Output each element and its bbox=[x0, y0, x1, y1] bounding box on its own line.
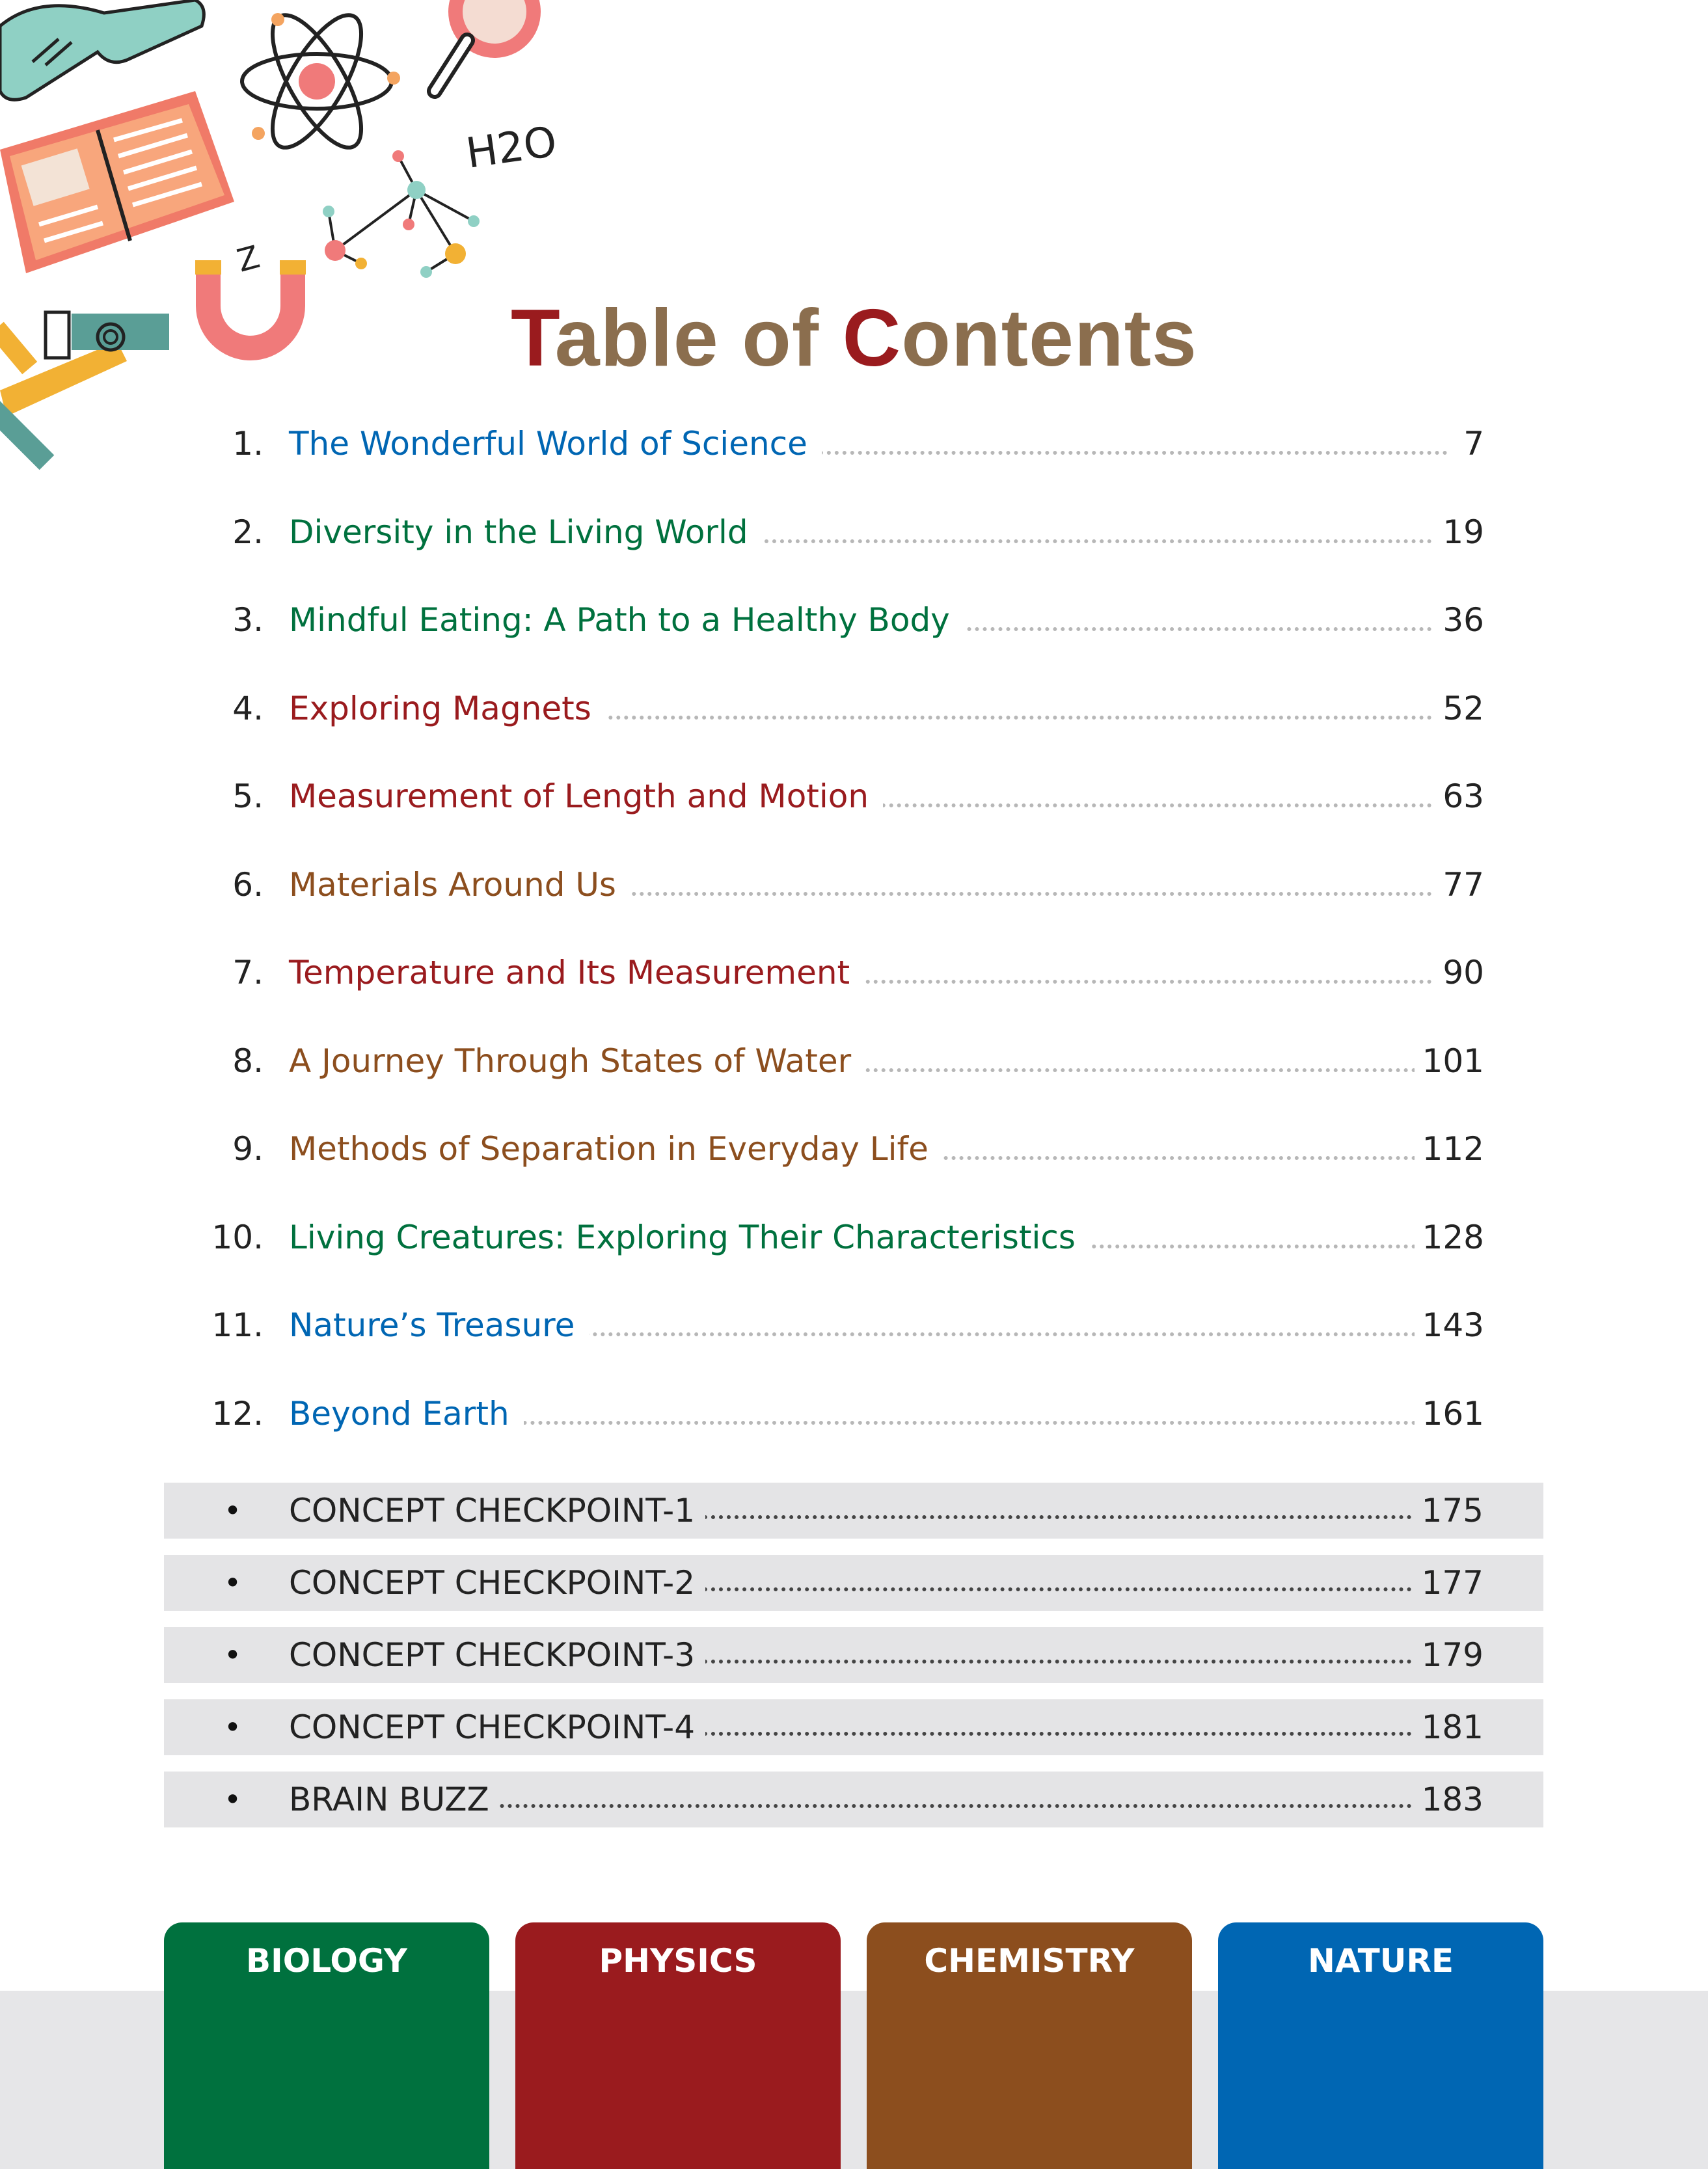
chapter-number: 5. bbox=[232, 777, 264, 815]
page-number: 19 bbox=[1435, 503, 1484, 561]
page-number: 161 bbox=[1415, 1384, 1484, 1443]
checkpoint-title[interactable]: CONCEPT CHECKPOINT-1 bbox=[289, 1492, 705, 1529]
chapter-number: 11. bbox=[211, 1306, 264, 1344]
page-number: 179 bbox=[1414, 1636, 1484, 1674]
chapter-number: 2. bbox=[232, 513, 264, 551]
page-number: 7 bbox=[1456, 414, 1484, 473]
checkpoint-title[interactable]: BRAIN BUZZ bbox=[289, 1781, 500, 1818]
chapter-number: 7. bbox=[232, 954, 264, 991]
toc-row[interactable] bbox=[0, 1032, 1708, 1090]
page-number: 101 bbox=[1415, 1032, 1484, 1090]
legend-tab-biology: BIOLOGY bbox=[164, 1922, 489, 2169]
chapter-title[interactable]: Measurement of Length and Motion bbox=[289, 767, 883, 826]
page-number: 90 bbox=[1435, 943, 1484, 1002]
chapter-number: 1. bbox=[232, 425, 264, 463]
bullet-icon: • bbox=[224, 1637, 242, 1673]
page-number: 181 bbox=[1414, 1708, 1484, 1746]
formula-text: H2O bbox=[463, 118, 560, 178]
legend-tab-nature: NATURE bbox=[1218, 1922, 1543, 2169]
toc-row[interactable] bbox=[0, 679, 1708, 738]
chapter-title[interactable]: Beyond Earth bbox=[289, 1384, 524, 1443]
atom-icon bbox=[242, 3, 400, 159]
bullet-icon: • bbox=[224, 1782, 242, 1817]
checkpoint-title[interactable]: CONCEPT CHECKPOINT-3 bbox=[289, 1636, 705, 1674]
checkpoint-title[interactable]: CONCEPT CHECKPOINT-4 bbox=[289, 1708, 705, 1746]
toc-row[interactable] bbox=[0, 1208, 1708, 1267]
checkpoint-title[interactable]: CONCEPT CHECKPOINT-2 bbox=[289, 1564, 705, 1602]
chapter-number: 12. bbox=[211, 1394, 264, 1433]
toc-row[interactable] bbox=[0, 414, 1708, 473]
page-number: 143 bbox=[1415, 1296, 1484, 1354]
toc-row[interactable] bbox=[0, 591, 1708, 649]
checkpoint-row[interactable] bbox=[164, 1699, 1543, 1755]
chapter-title[interactable]: Living Creatures: Exploring Their Characteristics bbox=[289, 1208, 1090, 1267]
chapter-title[interactable]: A Journey Through States of Water bbox=[289, 1032, 865, 1090]
page-number: 63 bbox=[1435, 767, 1484, 826]
book-icon bbox=[0, 91, 234, 273]
legend-tab-chemistry: CHEMISTRY bbox=[867, 1922, 1192, 2169]
toc-row[interactable] bbox=[0, 1384, 1708, 1443]
toc-row[interactable] bbox=[0, 503, 1708, 561]
chapter-title[interactable]: Mindful Eating: A Path to a Healthy Body bbox=[289, 591, 964, 649]
page-number: 77 bbox=[1435, 855, 1484, 914]
chapter-title[interactable]: Methods of Separation in Everyday Life bbox=[289, 1120, 943, 1178]
chapter-number: 3. bbox=[232, 601, 264, 639]
chapter-number: 4. bbox=[232, 689, 264, 727]
title-text-able-of: able of bbox=[554, 293, 843, 383]
toc-row[interactable] bbox=[0, 855, 1708, 914]
chapter-number: 9. bbox=[232, 1130, 264, 1168]
checkpoint-row[interactable] bbox=[164, 1555, 1543, 1611]
bullet-icon: • bbox=[224, 1710, 242, 1745]
z-letter: Z bbox=[233, 238, 264, 280]
checkpoint-row[interactable] bbox=[164, 1772, 1543, 1827]
page-number: 52 bbox=[1435, 679, 1484, 738]
chapter-number: 6. bbox=[232, 865, 264, 904]
page-number: 128 bbox=[1415, 1208, 1484, 1267]
chapter-title[interactable]: Temperature and Its Measurement bbox=[289, 943, 864, 1002]
checkpoint-row[interactable] bbox=[164, 1627, 1543, 1683]
toc-row[interactable] bbox=[0, 1296, 1708, 1354]
checkpoint-row[interactable] bbox=[164, 1483, 1543, 1539]
toc-row[interactable] bbox=[0, 1120, 1708, 1178]
bullet-icon: • bbox=[224, 1565, 242, 1600]
chapter-title[interactable]: Exploring Magnets bbox=[289, 679, 606, 738]
toc-row[interactable] bbox=[0, 767, 1708, 826]
page-number: 175 bbox=[1414, 1492, 1484, 1529]
chapter-number: 8. bbox=[232, 1042, 264, 1080]
chapter-title[interactable]: Materials Around Us bbox=[289, 855, 630, 914]
molecule-icon bbox=[323, 150, 480, 278]
page-number: 177 bbox=[1414, 1564, 1484, 1602]
page-number: 112 bbox=[1415, 1120, 1484, 1178]
goggles-icon bbox=[0, 0, 204, 100]
page-title bbox=[0, 293, 1708, 384]
chapter-title[interactable]: The Wonderful World of Science bbox=[289, 414, 822, 473]
chapter-title[interactable]: Diversity in the Living World bbox=[289, 503, 763, 561]
chapter-title[interactable]: Nature’s Treasure bbox=[289, 1296, 589, 1354]
title-initial-c: C bbox=[842, 293, 902, 383]
bullet-icon: • bbox=[224, 1493, 242, 1528]
title-text-ontents: ontents bbox=[901, 293, 1197, 383]
legend-tab-physics: PHYSICS bbox=[515, 1922, 841, 2169]
title-initial-t: T bbox=[511, 293, 555, 383]
page-number: 183 bbox=[1414, 1781, 1484, 1818]
magnifier-icon bbox=[435, 0, 534, 91]
chapter-number: 10. bbox=[211, 1218, 264, 1256]
toc-row[interactable] bbox=[0, 943, 1708, 1002]
page-number: 36 bbox=[1435, 591, 1484, 649]
